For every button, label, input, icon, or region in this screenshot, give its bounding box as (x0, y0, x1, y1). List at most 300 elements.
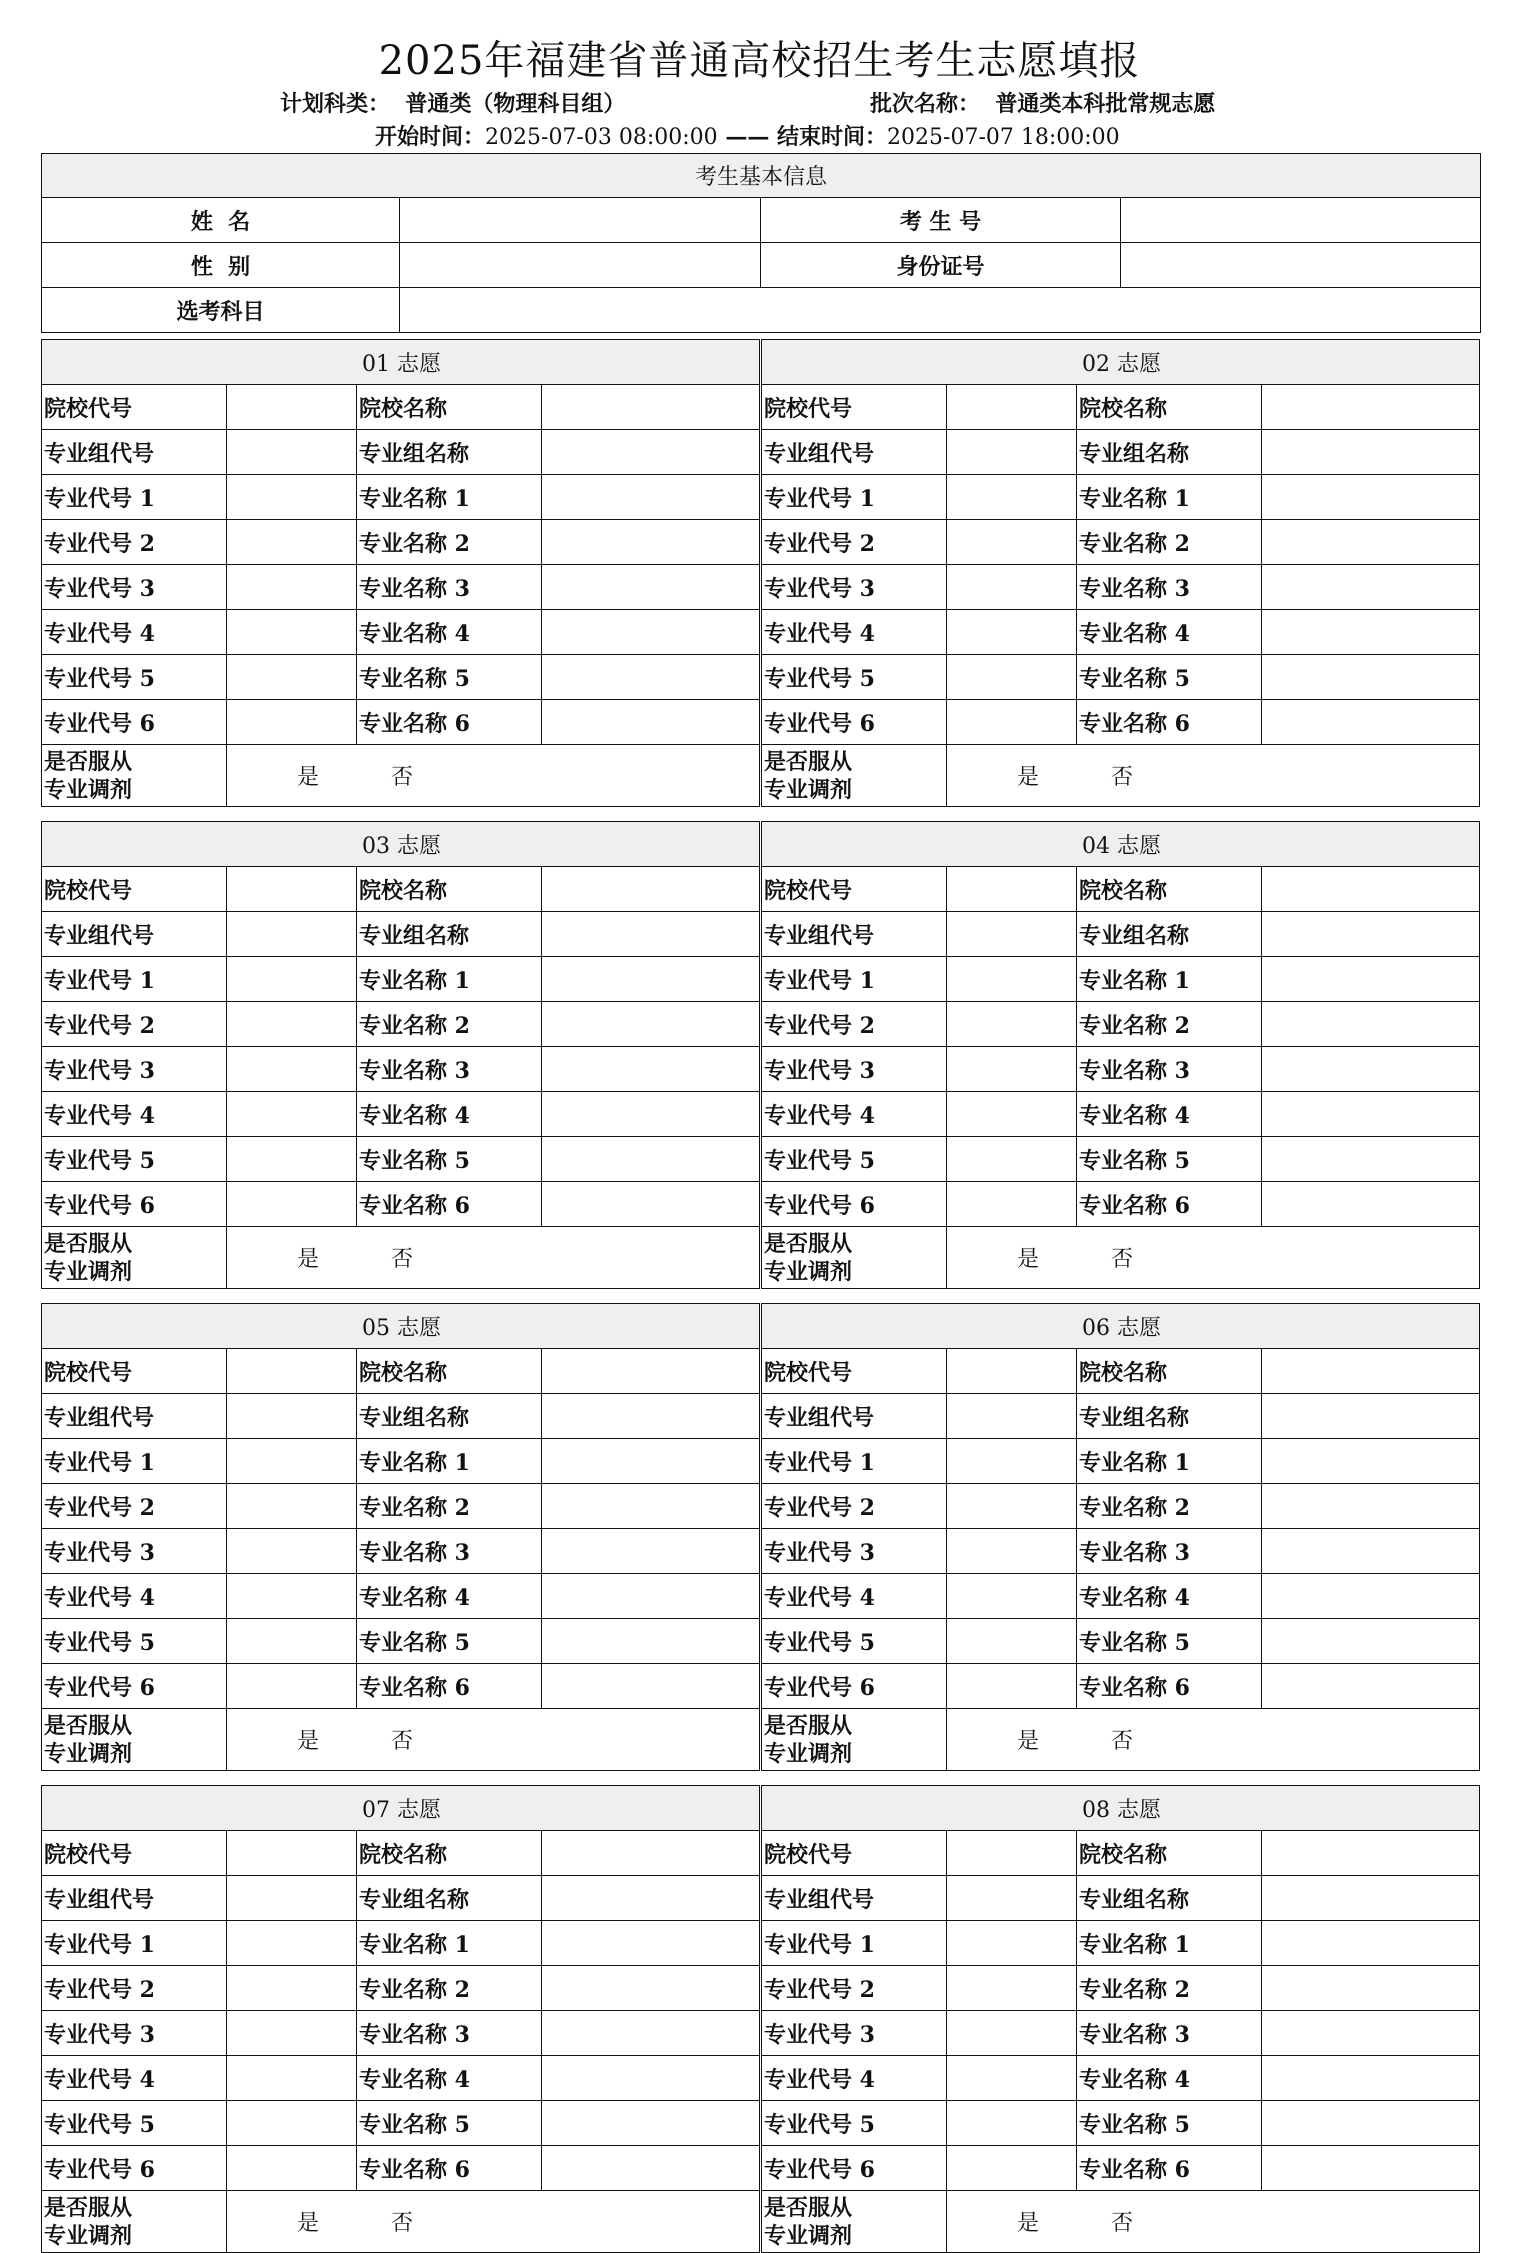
row-label: 专业名称 6 (1077, 1182, 1262, 1227)
end-label: 结束时间： (777, 124, 888, 150)
input-cell[interactable] (227, 1092, 357, 1137)
input-cell[interactable] (1262, 1047, 1480, 1092)
row-label: 专业代号 4 (762, 1092, 947, 1137)
row-label: 院校代号 (762, 1349, 947, 1394)
row-label: 专业代号 4 (762, 1574, 947, 1619)
input-cell[interactable] (227, 1529, 357, 1574)
row-label: 院校代号 (42, 385, 227, 430)
row-label: 专业代号 5 (42, 1619, 227, 1664)
input-cell[interactable] (947, 1394, 1077, 1439)
no-option[interactable]: 否 (391, 1247, 414, 1272)
input-cell[interactable] (542, 700, 760, 745)
input-cell[interactable] (1262, 1484, 1480, 1529)
volunteer-block (41, 1303, 760, 1771)
input-cell[interactable] (542, 1484, 760, 1529)
no-option[interactable]: 否 (391, 1729, 414, 1754)
no-option[interactable]: 否 (1111, 2211, 1134, 2236)
input-cell[interactable] (227, 1574, 357, 1619)
input-cell[interactable] (227, 1484, 357, 1529)
input-cell[interactable] (542, 1966, 760, 2011)
volunteer-block (761, 1303, 1480, 1771)
input-cell[interactable] (1262, 1664, 1480, 1709)
dash: —— (725, 124, 770, 150)
no-option[interactable]: 否 (1111, 765, 1134, 790)
input-cell[interactable] (1262, 957, 1480, 1002)
row-label: 专业组名称 (1077, 1394, 1262, 1439)
adjust-line2: 专业调剂 (764, 776, 853, 803)
row-label: 院校名称 (1077, 1349, 1262, 1394)
input-cell[interactable] (947, 1439, 1077, 1484)
input-cell[interactable] (227, 1831, 357, 1876)
input-cell[interactable] (1262, 1876, 1480, 1921)
input-cell[interactable] (227, 957, 357, 1002)
id-field[interactable] (1121, 243, 1481, 288)
adjust-line2: 专业调剂 (44, 2222, 133, 2249)
plan-label: 计划科类： (280, 91, 391, 117)
input-cell[interactable] (1262, 867, 1480, 912)
input-cell[interactable] (1262, 385, 1480, 430)
input-cell[interactable] (947, 520, 1077, 565)
input-cell[interactable] (227, 565, 357, 610)
row-label: 专业组代号 (42, 1394, 227, 1439)
input-cell[interactable] (1262, 1002, 1480, 1047)
input-cell[interactable] (542, 1921, 760, 1966)
volunteer-title: 07 志愿 (42, 1786, 760, 1831)
input-cell[interactable] (1262, 1394, 1480, 1439)
input-cell[interactable] (947, 1831, 1077, 1876)
input-cell[interactable] (1262, 520, 1480, 565)
row-label: 专业组代号 (762, 1876, 947, 1921)
row-label: 专业代号 2 (762, 520, 947, 565)
input-cell[interactable] (1262, 1831, 1480, 1876)
row-label: 专业名称 2 (357, 1966, 542, 2011)
row-label: 院校名称 (357, 867, 542, 912)
start-label: 开始时间： (375, 124, 486, 150)
adjust-label (762, 1709, 947, 1771)
input-cell[interactable] (227, 1047, 357, 1092)
input-cell[interactable] (947, 1966, 1077, 2011)
row-label: 专业名称 4 (1077, 2056, 1262, 2101)
volunteer-title: 06 志愿 (762, 1304, 1480, 1349)
row-label: 院校代号 (42, 1349, 227, 1394)
row-label: 专业名称 5 (1077, 1137, 1262, 1182)
row-label: 专业代号 6 (42, 700, 227, 745)
row-label: 专业名称 2 (1077, 1002, 1262, 1047)
yes-option[interactable]: 是 (1017, 1247, 1040, 1272)
row-label: 专业组名称 (357, 912, 542, 957)
adjust-line2: 专业调剂 (764, 1258, 853, 1285)
input-cell[interactable] (947, 1921, 1077, 1966)
input-cell[interactable] (947, 430, 1077, 475)
input-cell[interactable] (542, 385, 760, 430)
input-cell[interactable] (227, 1619, 357, 1664)
id-label: 身份证号 (761, 243, 1121, 288)
input-cell[interactable] (542, 430, 760, 475)
input-cell[interactable] (227, 1876, 357, 1921)
adjust-line1: 是否服从 (764, 748, 853, 775)
input-cell[interactable] (542, 1002, 760, 1047)
row-label: 专业名称 3 (357, 1529, 542, 1574)
input-cell[interactable] (227, 2101, 357, 2146)
input-cell[interactable] (227, 385, 357, 430)
input-cell[interactable] (542, 520, 760, 565)
input-cell[interactable] (1262, 1529, 1480, 1574)
gender-label: 性 别 (42, 243, 400, 288)
input-cell[interactable] (947, 1619, 1077, 1664)
input-cell[interactable] (542, 1439, 760, 1484)
name-label: 姓 名 (42, 198, 400, 243)
row-label: 专业名称 6 (1077, 700, 1262, 745)
row-label: 专业名称 6 (1077, 2146, 1262, 2191)
row-label: 专业名称 2 (1077, 1966, 1262, 2011)
volunteer-table (41, 339, 760, 807)
input-cell[interactable] (542, 610, 760, 655)
adjust-line1: 是否服从 (764, 1230, 853, 1257)
row-label: 专业代号 1 (42, 1439, 227, 1484)
row-label: 专业组代号 (42, 430, 227, 475)
input-cell[interactable] (947, 1574, 1077, 1619)
input-cell[interactable] (227, 2146, 357, 2191)
row-label: 专业代号 1 (42, 957, 227, 1002)
exam-no-field[interactable] (1121, 198, 1481, 243)
adjust-label (762, 745, 947, 807)
row-label: 专业名称 5 (357, 2101, 542, 2146)
input-cell[interactable] (947, 867, 1077, 912)
input-cell[interactable] (1262, 1574, 1480, 1619)
row-label: 专业组名称 (357, 1394, 542, 1439)
adjust-line2: 专业调剂 (44, 1258, 133, 1285)
row-label: 院校名称 (357, 1831, 542, 1876)
row-label: 专业代号 3 (762, 2011, 947, 2056)
subjects-field[interactable] (400, 288, 1481, 333)
input-cell[interactable] (542, 867, 760, 912)
row-label: 专业代号 5 (42, 2101, 227, 2146)
input-cell[interactable] (227, 1137, 357, 1182)
input-cell[interactable] (227, 520, 357, 565)
row-label: 专业名称 4 (357, 2056, 542, 2101)
yes-option[interactable]: 是 (297, 2211, 320, 2236)
row-label: 专业代号 2 (762, 1484, 947, 1529)
row-label: 院校代号 (762, 867, 947, 912)
adjust-label (762, 2191, 947, 2253)
volunteer-block (41, 1785, 760, 2253)
input-cell[interactable] (947, 1182, 1077, 1227)
input-cell[interactable] (1262, 1349, 1480, 1394)
input-cell[interactable] (947, 912, 1077, 957)
input-cell[interactable] (947, 1484, 1077, 1529)
gender-field[interactable] (400, 243, 761, 288)
row-label: 专业名称 2 (1077, 520, 1262, 565)
row-label: 专业名称 6 (357, 700, 542, 745)
yes-option[interactable]: 是 (297, 1729, 320, 1754)
input-cell[interactable] (542, 1831, 760, 1876)
input-cell[interactable] (1262, 912, 1480, 957)
row-label: 专业名称 1 (357, 957, 542, 1002)
volunteer-block (761, 821, 1480, 1289)
row-label: 专业名称 6 (1077, 1664, 1262, 1709)
row-label: 专业组代号 (42, 912, 227, 957)
input-cell[interactable] (947, 565, 1077, 610)
row-label: 专业名称 3 (357, 1047, 542, 1092)
input-cell[interactable] (1262, 1137, 1480, 1182)
input-cell[interactable] (227, 475, 357, 520)
adjust-line1: 是否服从 (44, 1230, 133, 1257)
volunteer-block (41, 821, 760, 1289)
input-cell[interactable] (947, 957, 1077, 1002)
row-label: 院校名称 (357, 1349, 542, 1394)
input-cell[interactable] (542, 1619, 760, 1664)
adjust-line1: 是否服从 (764, 2194, 853, 2221)
row-label: 专业代号 3 (42, 2011, 227, 2056)
input-cell[interactable] (947, 385, 1077, 430)
yes-option[interactable]: 是 (1017, 2211, 1040, 2236)
input-cell[interactable] (542, 1394, 760, 1439)
row-label: 专业组名称 (1077, 1876, 1262, 1921)
adjust-line2: 专业调剂 (44, 1740, 133, 1767)
row-label: 专业名称 4 (1077, 610, 1262, 655)
input-cell[interactable] (227, 1966, 357, 2011)
row-label: 专业代号 2 (42, 1484, 227, 1529)
row-label: 专业名称 4 (1077, 1092, 1262, 1137)
page-title: 2025年福建省普通高校招生考生志愿填报 (378, 38, 1141, 84)
row-label: 专业代号 3 (762, 1047, 947, 1092)
row-label: 专业名称 3 (1077, 565, 1262, 610)
yes-option[interactable]: 是 (1017, 765, 1040, 790)
adjust-choice (227, 2191, 760, 2253)
adjust-label (42, 2191, 227, 2253)
input-cell[interactable] (227, 655, 357, 700)
row-label: 专业代号 6 (42, 1182, 227, 1227)
input-cell[interactable] (947, 610, 1077, 655)
input-cell[interactable] (227, 912, 357, 957)
input-cell[interactable] (947, 1002, 1077, 1047)
input-cell[interactable] (542, 957, 760, 1002)
row-label: 专业名称 1 (1077, 957, 1262, 1002)
input-cell[interactable] (542, 1876, 760, 1921)
adjust-line2: 专业调剂 (764, 1740, 853, 1767)
row-label: 专业名称 2 (1077, 1484, 1262, 1529)
input-cell[interactable] (542, 1182, 760, 1227)
volunteer-block (41, 339, 760, 807)
input-cell[interactable] (227, 1002, 357, 1047)
row-label: 专业名称 6 (357, 2146, 542, 2191)
input-cell[interactable] (542, 565, 760, 610)
adjust-choice (227, 1709, 760, 1771)
input-cell[interactable] (542, 1092, 760, 1137)
exam-no-label: 考 生 号 (761, 198, 1121, 243)
row-label: 专业组代号 (762, 430, 947, 475)
row-label: 专业名称 5 (357, 1619, 542, 1664)
row-label: 专业代号 5 (762, 2101, 947, 2146)
row-label: 专业组名称 (357, 430, 542, 475)
input-cell[interactable] (542, 1137, 760, 1182)
input-cell[interactable] (542, 912, 760, 957)
input-cell[interactable] (227, 1182, 357, 1227)
row-label: 院校代号 (762, 1831, 947, 1876)
row-label: 专业组代号 (762, 1394, 947, 1439)
volunteer-title: 05 志愿 (42, 1304, 760, 1349)
adjust-choice (947, 745, 1480, 807)
time-range (375, 123, 1120, 152)
volunteer-block (761, 339, 1480, 807)
row-label: 专业代号 4 (42, 1092, 227, 1137)
adjust-line2: 专业调剂 (764, 2222, 853, 2249)
input-cell[interactable] (1262, 655, 1480, 700)
adjust-label (42, 745, 227, 807)
input-cell[interactable] (1262, 1966, 1480, 2011)
input-cell[interactable] (1262, 565, 1480, 610)
volunteer-title: 03 志愿 (42, 822, 760, 867)
row-label: 专业名称 1 (357, 475, 542, 520)
input-cell[interactable] (1262, 610, 1480, 655)
row-label: 专业代号 3 (42, 565, 227, 610)
input-cell[interactable] (542, 1349, 760, 1394)
input-cell[interactable] (947, 1529, 1077, 1574)
input-cell[interactable] (1262, 2056, 1480, 2101)
row-label: 专业代号 4 (42, 610, 227, 655)
input-cell[interactable] (947, 2056, 1077, 2101)
input-cell[interactable] (947, 1047, 1077, 1092)
row-label: 专业代号 2 (42, 1966, 227, 2011)
input-cell[interactable] (542, 475, 760, 520)
adjust-line1: 是否服从 (44, 1712, 133, 1739)
no-option[interactable]: 否 (391, 2211, 414, 2236)
input-cell[interactable] (227, 430, 357, 475)
input-cell[interactable] (947, 2011, 1077, 2056)
no-option[interactable]: 否 (391, 765, 414, 790)
row-label: 院校代号 (42, 1831, 227, 1876)
input-cell[interactable] (947, 1349, 1077, 1394)
plan-type (280, 90, 625, 118)
row-label: 专业名称 2 (357, 1002, 542, 1047)
row-label: 院校名称 (1077, 385, 1262, 430)
input-cell[interactable] (542, 2056, 760, 2101)
input-cell[interactable] (1262, 430, 1480, 475)
row-label: 专业代号 3 (42, 1529, 227, 1574)
row-label: 专业代号 5 (42, 1137, 227, 1182)
volunteer-table (761, 1303, 1480, 1771)
adjust-line1: 是否服从 (764, 1712, 853, 1739)
row-label: 专业代号 2 (42, 1002, 227, 1047)
input-cell[interactable] (542, 2011, 760, 2056)
row-label: 专业代号 3 (762, 1529, 947, 1574)
input-cell[interactable] (542, 655, 760, 700)
input-cell[interactable] (227, 1394, 357, 1439)
adjust-choice (947, 1227, 1480, 1289)
row-label: 专业代号 1 (762, 475, 947, 520)
row-label: 院校代号 (762, 385, 947, 430)
input-cell[interactable] (542, 1047, 760, 1092)
row-label: 专业代号 1 (42, 475, 227, 520)
row-label: 专业代号 6 (42, 2146, 227, 2191)
yes-option[interactable]: 是 (297, 765, 320, 790)
input-cell[interactable] (947, 700, 1077, 745)
input-cell[interactable] (947, 655, 1077, 700)
input-cell[interactable] (1262, 2011, 1480, 2056)
input-cell[interactable] (947, 1876, 1077, 1921)
input-cell[interactable] (947, 1664, 1077, 1709)
input-cell[interactable] (542, 1529, 760, 1574)
row-label: 专业代号 5 (762, 1137, 947, 1182)
input-cell[interactable] (947, 1137, 1077, 1182)
row-label: 专业名称 3 (1077, 1047, 1262, 1092)
row-label: 专业名称 3 (357, 565, 542, 610)
row-label: 专业名称 4 (357, 1092, 542, 1137)
adjust-line2: 专业调剂 (44, 776, 133, 803)
row-label: 专业代号 6 (42, 1664, 227, 1709)
row-label: 专业代号 3 (42, 1047, 227, 1092)
input-cell[interactable] (227, 867, 357, 912)
input-cell[interactable] (947, 1092, 1077, 1137)
name-field[interactable] (400, 198, 761, 243)
input-cell[interactable] (947, 2146, 1077, 2191)
input-cell[interactable] (1262, 1092, 1480, 1137)
yes-option[interactable]: 是 (1017, 1729, 1040, 1754)
input-cell[interactable] (227, 1439, 357, 1484)
yes-option[interactable]: 是 (297, 1247, 320, 1272)
row-label: 专业代号 2 (42, 520, 227, 565)
row-label: 专业代号 4 (762, 610, 947, 655)
row-label: 院校名称 (357, 385, 542, 430)
row-label: 专业名称 1 (357, 1921, 542, 1966)
input-cell[interactable] (1262, 1439, 1480, 1484)
batch-value: 普通类本科批常规志愿 (995, 91, 1216, 117)
row-label: 专业名称 1 (1077, 475, 1262, 520)
volunteer-table (761, 821, 1480, 1289)
adjust-choice (227, 745, 760, 807)
row-label: 专业名称 4 (357, 610, 542, 655)
input-cell[interactable] (1262, 1182, 1480, 1227)
adjust-line1: 是否服从 (44, 748, 133, 775)
input-cell[interactable] (227, 2056, 357, 2101)
row-label: 专业代号 4 (42, 1574, 227, 1619)
input-cell[interactable] (227, 1349, 357, 1394)
input-cell[interactable] (1262, 2101, 1480, 2146)
input-cell[interactable] (542, 2101, 760, 2146)
row-label: 专业名称 1 (1077, 1921, 1262, 1966)
input-cell[interactable] (1262, 1921, 1480, 1966)
no-option[interactable]: 否 (1111, 1247, 1134, 1272)
input-cell[interactable] (542, 1574, 760, 1619)
volunteer-table (761, 339, 1480, 807)
input-cell[interactable] (1262, 2146, 1480, 2191)
row-label: 专业代号 6 (762, 700, 947, 745)
input-cell[interactable] (1262, 700, 1480, 745)
input-cell[interactable] (227, 1664, 357, 1709)
input-cell[interactable] (1262, 1619, 1480, 1664)
row-label: 专业代号 2 (762, 1966, 947, 2011)
volunteer-table (41, 1785, 760, 2253)
row-label: 专业代号 2 (762, 1002, 947, 1047)
input-cell[interactable] (542, 2146, 760, 2191)
volunteer-table (761, 1785, 1480, 2253)
input-cell[interactable] (227, 610, 357, 655)
row-label: 专业组名称 (357, 1876, 542, 1921)
adjust-choice (947, 1709, 1480, 1771)
input-cell[interactable] (542, 1664, 760, 1709)
no-option[interactable]: 否 (1111, 1729, 1134, 1754)
volunteer-block (761, 1785, 1480, 2253)
input-cell[interactable] (227, 2011, 357, 2056)
input-cell[interactable] (947, 2101, 1077, 2146)
input-cell[interactable] (947, 475, 1077, 520)
row-label: 专业代号 1 (762, 1439, 947, 1484)
basic-info-table (41, 153, 1481, 333)
input-cell[interactable] (227, 1921, 357, 1966)
input-cell[interactable] (1262, 475, 1480, 520)
adjust-label (42, 1227, 227, 1289)
input-cell[interactable] (227, 700, 357, 745)
